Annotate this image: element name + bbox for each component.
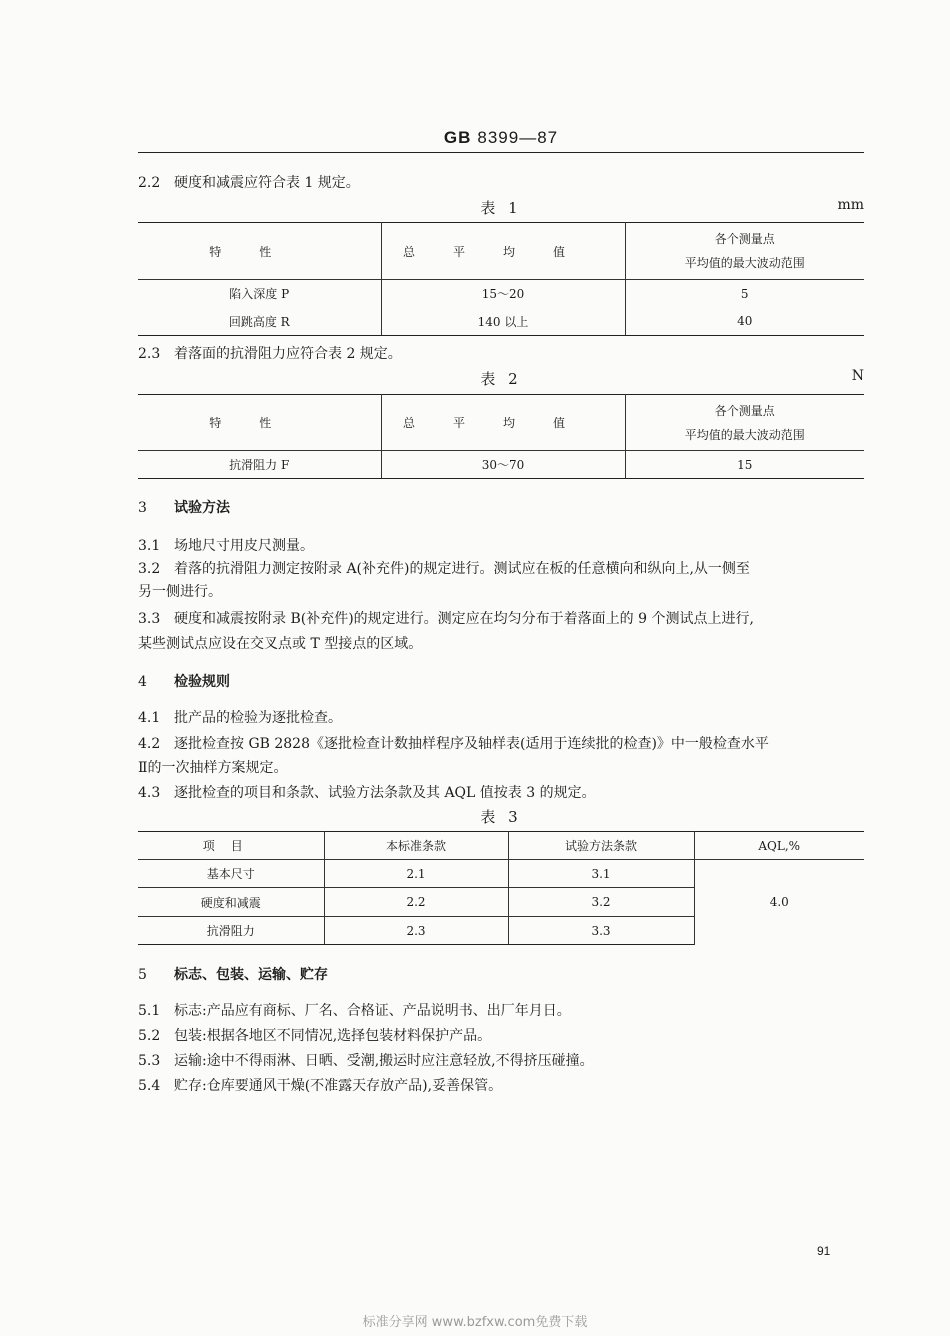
clause-text: 着落面的抗滑阻力应符合表 2 规定。 [174, 346, 402, 362]
table-header-cell: 特性 [138, 223, 381, 280]
table-cell: 2.2 [324, 888, 508, 917]
table-cell: 3.3 [508, 917, 694, 945]
table-header-cell [625, 223, 864, 280]
table-cell: 5 [625, 280, 864, 308]
clause-number: 2.3 [138, 346, 161, 362]
standard-header [138, 128, 864, 148]
clause-text: 贮存:仓库要通风干燥(不准露天存放产品),妥善保管。 [174, 1078, 503, 1094]
clause-text: 场地尺寸用皮尺测量。 [174, 538, 314, 554]
page-number: 91 [817, 1244, 831, 1258]
table-row [138, 860, 864, 888]
clause-number: 5.3 [138, 1053, 161, 1069]
table-cell: 40 [625, 308, 864, 336]
clause-3-1 [138, 535, 864, 557]
clause-5-3 [138, 1050, 864, 1072]
clause-text: 标志:产品应有商标、厂名、合格证、产品说明书、出厂年月日。 [174, 1003, 571, 1019]
table-cell: 抗滑阻力 [138, 917, 324, 945]
standard-code: GB [443, 128, 472, 147]
section-number: 4 [138, 674, 147, 690]
clause-3-2-continuation: 另一侧进行。 [138, 584, 222, 600]
table-1-caption [138, 197, 864, 219]
clause-text: 运输:途中不得雨淋、日晒、受潮,搬运时应注意轻放,不得挤压碰撞。 [174, 1053, 594, 1069]
table-header-cell: 总平均值 [381, 395, 625, 451]
clause-4-1 [138, 707, 864, 729]
table-2 [138, 394, 864, 479]
table-cell: 3.2 [508, 888, 694, 917]
table-unit: N [851, 368, 864, 384]
clause-5-4 [138, 1075, 864, 1097]
standard-number: 8399—87 [477, 128, 559, 147]
table-cell: 基本尺寸 [138, 860, 324, 888]
clause-5-2 [138, 1025, 864, 1047]
clause-text: 批产品的检验为逐批检查。 [174, 710, 342, 726]
section-3-heading [138, 497, 864, 519]
clause-3-3 [138, 608, 864, 630]
clause-4-2 [138, 733, 864, 755]
table-header-cell: 特性 [138, 395, 381, 451]
section-number: 5 [138, 967, 147, 983]
table-row [138, 308, 864, 336]
section-title: 标志、包装、运输、贮存 [174, 967, 328, 983]
watermark: 标准分享网 www.bzfxw.com免费下载 [362, 1315, 588, 1330]
clause-text: 着落的抗滑阻力测定按附录 A(补充件)的规定进行。测试应在板的任意横向和纵向上,从一侧至 [174, 561, 750, 577]
clause-text: 逐批检查的项目和条款、试验方法条款及其 AQL 值按表 3 的规定。 [174, 785, 596, 801]
table-header-cell: 试验方法条款 [508, 832, 694, 860]
clause-number: 4.3 [138, 785, 161, 801]
clause-4-3 [138, 782, 864, 804]
table-cell: 2.3 [324, 917, 508, 945]
header-line: 平均值的最大波动范围 [684, 427, 805, 442]
section-title: 检验规则 [174, 674, 230, 690]
header-line: 各个测量点 [714, 232, 775, 246]
clause-number: 3.1 [138, 538, 161, 554]
table-cell: 2.1 [324, 860, 508, 888]
clause-text: 硬度和减震按附录 B(补充件)的规定进行。测定应在均匀分布于着落面上的 9 个测试点上进行, [174, 611, 754, 627]
clause-number: 5.4 [138, 1078, 161, 1094]
header-line: 各个测量点 [714, 403, 775, 418]
clause-3-2 [138, 558, 864, 580]
clause-text: 包装:根据各地区不同情况,选择包装材料保护产品。 [174, 1028, 492, 1044]
table-caption: 表 2 [480, 370, 522, 388]
section-5-heading [138, 964, 864, 986]
clause-number: 4.1 [138, 710, 161, 726]
clause-number: 5.2 [138, 1028, 161, 1044]
table-cell: 140 以上 [381, 308, 625, 336]
clause-number: 3.3 [138, 611, 161, 627]
table-2-caption [138, 368, 864, 390]
table-cell: 回跳高度 R [138, 308, 381, 336]
table-caption: 表 1 [480, 199, 522, 217]
clause-3-3-continuation: 某些测试点应设在交叉点或 T 型接点的区域。 [138, 636, 423, 652]
table-header-cell: 项目 [138, 832, 324, 860]
table-1 [138, 222, 864, 336]
table-cell: 陷入深度 P [138, 280, 381, 308]
section-number: 3 [138, 500, 147, 516]
table-cell: 15 [625, 451, 864, 479]
table-cell: 抗滑阻力 F [138, 451, 381, 479]
clause-2-2 [138, 172, 864, 194]
clause-4-2-continuation: Ⅱ的一次抽样方案规定。 [138, 760, 288, 776]
aql-value-cell: 4.0 [694, 860, 864, 945]
header-line: 平均值的最大波动范围 [684, 256, 805, 270]
clause-number: 3.2 [138, 561, 161, 577]
table-header-cell: 本标准条款 [324, 832, 508, 860]
table-row [138, 451, 864, 479]
table-3-caption [138, 806, 864, 828]
clause-number: 5.1 [138, 1003, 161, 1019]
table-header-cell: AQL,% [694, 832, 864, 860]
table-row [138, 280, 864, 308]
table-3 [138, 831, 864, 945]
table-header-cell: 总平均值 [381, 223, 625, 280]
table-cell: 15～20 [381, 280, 625, 308]
table-caption: 表 3 [480, 808, 522, 826]
clause-2-3 [138, 343, 864, 365]
table-header-cell [625, 395, 864, 451]
section-4-heading [138, 671, 864, 693]
section-title: 试验方法 [174, 500, 230, 516]
clause-number: 4.2 [138, 736, 161, 752]
clause-text: 逐批检查按 GB 2828《逐批检查计数抽样程序及轴样表(适用于连续批的检查)》中一般检查水平 [174, 736, 769, 752]
table-cell: 30～70 [381, 451, 625, 479]
header-divider [138, 152, 864, 153]
table-cell: 3.1 [508, 860, 694, 888]
table-cell: 硬度和减震 [138, 888, 324, 917]
table-unit: mm [837, 197, 864, 213]
clause-number: 2.2 [138, 175, 161, 191]
clause-text: 硬度和减震应符合表 1 规定。 [174, 175, 360, 191]
clause-5-1 [138, 1000, 864, 1022]
